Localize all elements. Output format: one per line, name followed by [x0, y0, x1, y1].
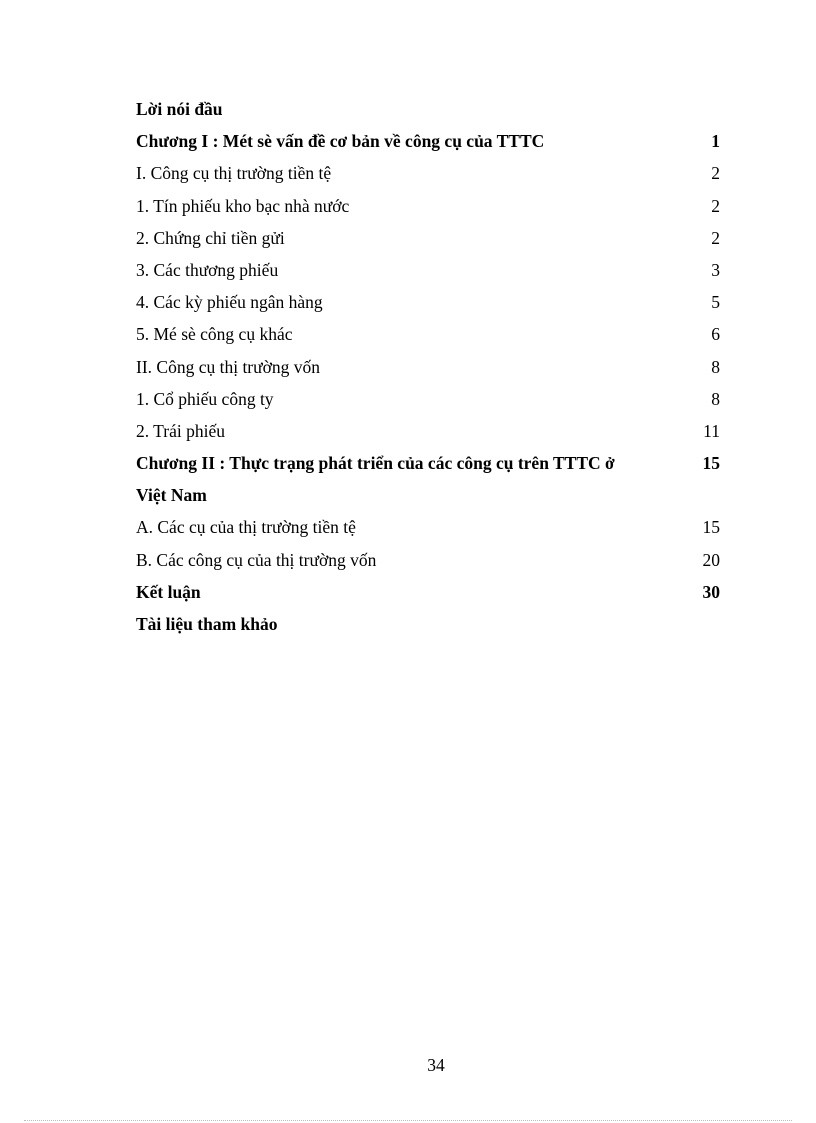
toc-entry-title: Kết luận [136, 581, 201, 602]
toc-entry-page: 6 [711, 324, 720, 345]
toc-entry [136, 97, 720, 129]
toc-entry-page: 1 [711, 131, 720, 152]
toc-entry-title: 5. Mé sè công cụ khác [136, 324, 293, 345]
toc-entry-title: 4. Các kỳ phiếu ngân hàng [136, 292, 323, 313]
page-bottom-divider [24, 1120, 792, 1121]
toc-entry-page: 3 [711, 259, 720, 280]
toc-entry [136, 612, 720, 644]
toc-entry [136, 419, 720, 451]
toc-entry-title: 1. Tín phiếu kho bạc nhà nước [136, 195, 350, 216]
toc-entry-title: 2. Trái phiếu [136, 420, 225, 441]
toc-entry [136, 290, 720, 322]
toc-entry [136, 483, 720, 515]
toc-entry [136, 451, 720, 483]
toc-entry-title: Chương II : Thực trạng phát triển của các công cụ trên TTTC ở [136, 453, 615, 474]
toc-entry-title: Tài liệu tham khảo [136, 614, 278, 634]
toc-entry [136, 580, 720, 612]
toc-entry-page: 2 [711, 195, 720, 216]
toc-entry-page: 15 [702, 517, 720, 538]
page-number: 34 [427, 1055, 445, 1075]
toc-entry-title: Việt Nam [136, 485, 207, 506]
toc-entry-page: 2 [711, 227, 720, 248]
toc-entry-page: 30 [702, 581, 720, 602]
toc-entry [136, 322, 720, 354]
toc-entry [136, 515, 720, 547]
toc-entry-title: 2. Chứng chỉ tiền gửi [136, 227, 285, 248]
toc-entry [136, 355, 720, 387]
toc-entry-title: Lời nói đầu [136, 99, 223, 119]
toc-entry-title: II. Công cụ thị trường vốn [136, 356, 320, 377]
table-of-contents [136, 97, 720, 644]
toc-entry [136, 161, 720, 193]
toc-entry-page: 5 [711, 292, 720, 313]
toc-entry-title: B. Các công cụ của thị trường vốn [136, 549, 377, 570]
toc-entry [136, 258, 720, 290]
toc-entry-title: A. Các cụ của thị trường tiền tệ [136, 517, 356, 538]
toc-entry-title: I. Công cụ thị trường tiền tệ [136, 163, 332, 184]
toc-entry-page: 20 [702, 549, 720, 570]
toc-entry-page: 8 [711, 356, 720, 377]
toc-entry-page: 2 [711, 163, 720, 184]
toc-entry [136, 548, 720, 580]
toc-entry-page: 11 [703, 420, 720, 441]
toc-entry [136, 387, 720, 419]
toc-entry-page: 8 [711, 388, 720, 409]
toc-entry-page: 15 [702, 453, 720, 474]
toc-entry-title: Chương I : Mét sè vấn đề cơ bản về công cụ của TTTC [136, 131, 545, 152]
toc-entry [136, 194, 720, 226]
toc-entry [136, 129, 720, 161]
toc-entry-title: 3. Các thương phiếu [136, 259, 279, 280]
toc-entry [136, 226, 720, 258]
toc-entry-title: 1. Cổ phiếu công ty [136, 388, 274, 409]
